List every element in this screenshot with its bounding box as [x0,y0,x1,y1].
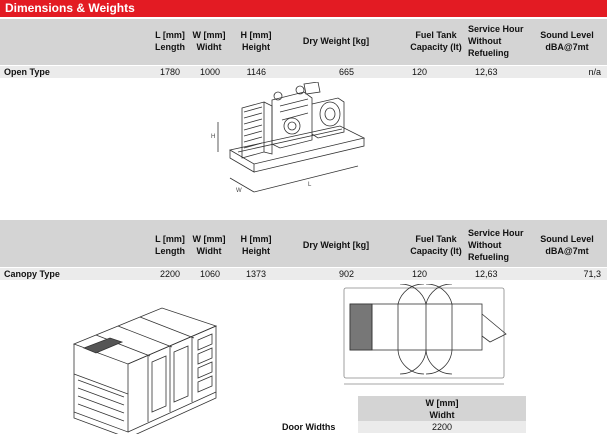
open-type-label: Open Type [4,67,50,77]
canopy-height: 1373 [245,269,266,279]
open-service: 12,63 [475,67,498,77]
canopy-type-label: Canopy Type [4,269,60,279]
door-width-header-text: W [mm] Widht [425,398,459,420]
drawing-h-label: H [211,134,216,140]
canopy-fuel: 120 [412,269,428,279]
canopy-service: 12,63 [475,269,498,279]
open-sound: n/a [588,67,601,77]
canopy-type-drawing [66,296,226,434]
door-widths-value-row [358,421,526,433]
drawing-w-label: W [236,188,242,194]
door-width-value: 2200 [431,422,453,432]
header-height: H [mm] Height [240,30,272,52]
header-dry-weight: Dry Weight [kg] [302,36,370,46]
header-length: L [mm] Length [155,234,185,256]
open-fuel: 120 [412,67,428,77]
header-width: W [mm] Widht [192,234,226,256]
door-widths-header [358,396,526,421]
door-widths-label: Door Widths [282,422,336,432]
open-width: 1000 [199,67,220,77]
canopy-width: 1060 [199,269,220,279]
header-height: H [mm] Height [240,234,272,256]
open-height: 1146 [246,67,266,77]
canopy-table-header [0,220,607,267]
drawing-l-label: L [308,182,312,188]
open-type-drawing [208,82,376,206]
header-fuel-tank: Fuel Tank Capacity (lt) [410,30,462,52]
header-sound-level: Sound Level dBA@7mt [540,234,594,256]
canopy-dry-weight: 902 [338,269,354,279]
header-length: L [mm] Length [155,30,185,52]
header-service-hour: Service Hour Without Refueling [468,228,524,262]
open-type-row [0,66,607,78]
open-length: 1780 [159,67,180,77]
open-table-header [0,19,607,65]
header-dry-weight: Dry Weight [kg] [302,240,370,250]
canopy-length: 2200 [159,269,180,279]
canopy-type-row [0,268,607,280]
header-service-hour: Service Hour Without Refueling [468,24,524,58]
section-title: Dimensions & Weights [0,0,607,17]
header-fuel-tank: Fuel Tank Capacity (lt) [410,234,462,256]
canopy-top-view-drawing [338,284,516,388]
open-dry-weight: 665 [338,67,354,77]
canopy-sound: 71,3 [583,269,601,279]
header-sound-level: Sound Level dBA@7mt [540,30,594,52]
header-width: W [mm] Widht [192,30,226,52]
